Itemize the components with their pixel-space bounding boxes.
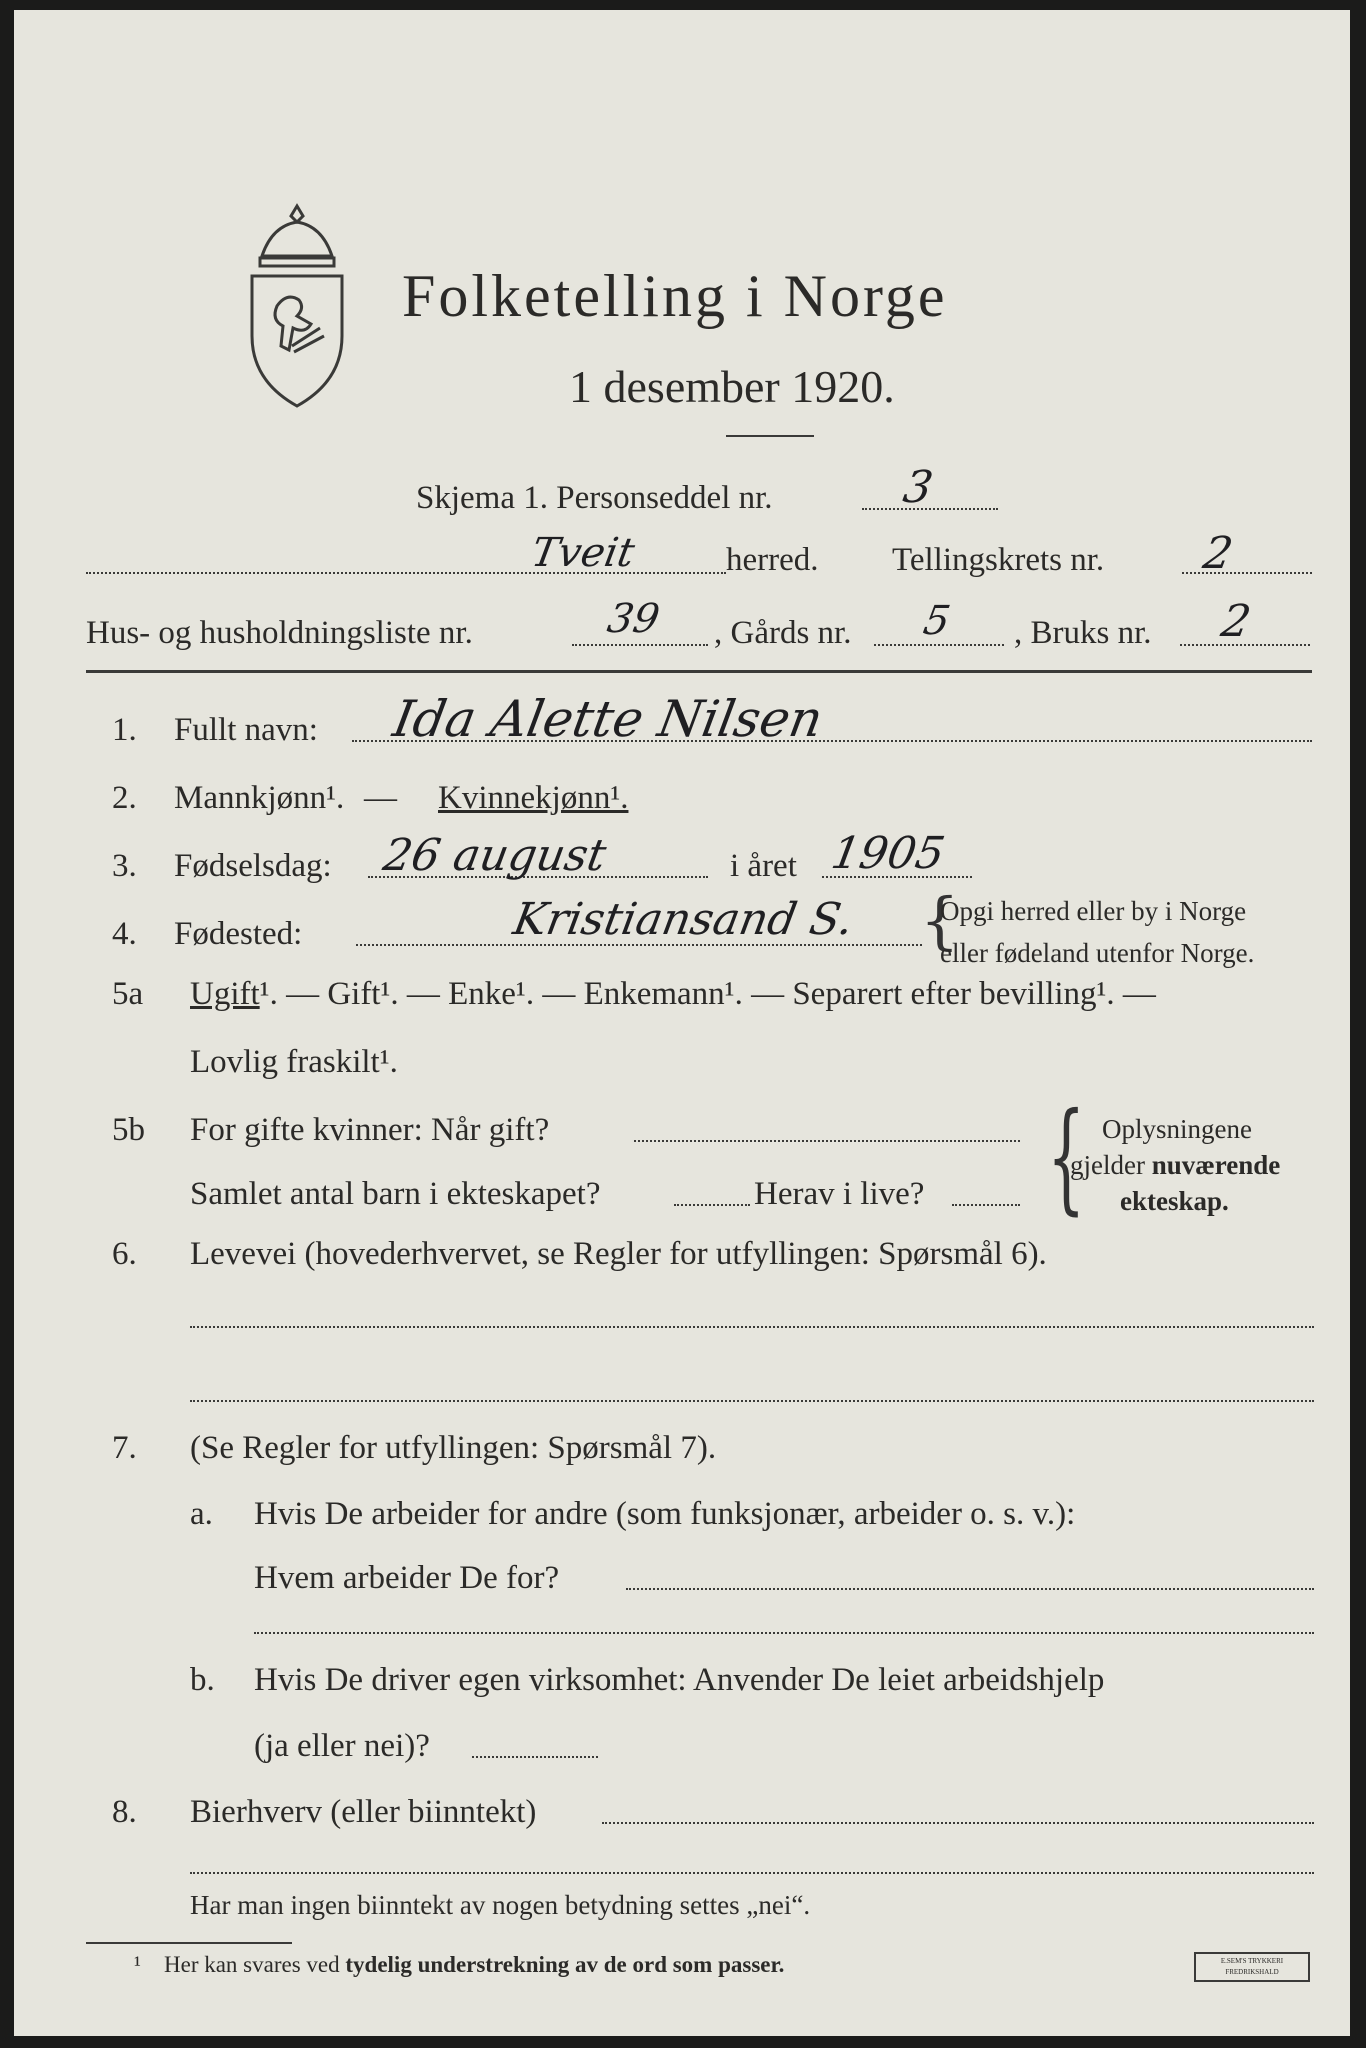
- q3-day-value: 26 august: [379, 830, 610, 881]
- q7-label: (Se Regler for utfyllingen: Spørsmål 7).: [190, 1430, 717, 1466]
- husliste-line: [572, 644, 708, 646]
- q2-sep: —: [364, 780, 397, 816]
- q2-number: 2.: [112, 780, 137, 816]
- footnote-marker: ¹: [134, 1952, 141, 1977]
- q5a-ugift: Ugift: [190, 976, 260, 1012]
- q2-female: Kvinnekjønn¹.: [438, 780, 629, 816]
- q7b-line: [472, 1756, 598, 1758]
- q5b-note-2: gjelder nuværende: [1070, 1150, 1281, 1180]
- q5b-note-1: Oplysningene: [1102, 1114, 1252, 1144]
- q5b-brace: {: [1047, 1088, 1086, 1227]
- q8-number: 8.: [112, 1794, 137, 1830]
- q7a-label: Hvis De arbeider for andre (som funksjonær, arbeider o. s. v.):: [254, 1496, 1076, 1532]
- husliste-value: 39: [603, 596, 663, 642]
- q6-line-2: [190, 1400, 1314, 1402]
- q6-label: Levevei (hovederhvervet, se Regler for utfyllingen: Spørsmål 6).: [190, 1236, 1047, 1272]
- q3-year-value: 1905: [827, 828, 949, 879]
- personseddel-line: [862, 508, 998, 510]
- q5b-line-3: [952, 1204, 1020, 1206]
- q8-line-2: [190, 1872, 1314, 1874]
- herred-label: herred.: [726, 542, 819, 578]
- tellingskrets-value: 2: [1199, 528, 1237, 579]
- coat-of-arms-icon: [232, 196, 362, 416]
- q1-value: Ida Alette Nilsen: [388, 690, 828, 748]
- title-divider: [726, 435, 814, 437]
- gards-value: 5: [919, 598, 954, 644]
- q8-label: Bierhverv (eller biinntekt): [190, 1794, 537, 1830]
- q1-label: Fullt navn:: [174, 712, 318, 748]
- q7b-letter: b.: [190, 1662, 215, 1698]
- header-divider: [86, 670, 1312, 673]
- q3-label: Fødselsdag:: [174, 848, 332, 884]
- q5a-line2: Lovlig fraskilt¹.: [190, 1044, 398, 1080]
- q5a-number: 5a: [112, 976, 144, 1012]
- q7b-label: Hvis De driver egen virksomhet: Anvender De leiet arbeidshjelp: [254, 1662, 1105, 1698]
- q4-note-1: Opgi herred eller by i Norge: [940, 896, 1247, 926]
- q6-line-1: [190, 1326, 1314, 1328]
- bruks-label: , Bruks nr.: [1014, 615, 1152, 651]
- gards-label: , Gårds nr.: [714, 615, 852, 651]
- q5b-label-3: Herav i live?: [754, 1176, 925, 1212]
- q7a-line-2: [254, 1632, 1314, 1634]
- footnote-text: Her kan svares ved tydelig understrekning av de ord som passer.: [164, 1952, 785, 1977]
- q4-value: Kristiansand S.: [509, 894, 858, 945]
- q7-number: 7.: [112, 1430, 137, 1466]
- q3-number: 3.: [112, 848, 137, 884]
- schema-label: Skjema 1. Personseddel nr.: [416, 480, 773, 516]
- q8-line-1: [602, 1822, 1314, 1824]
- q4-number: 4.: [112, 916, 137, 952]
- q2-male: Mannkjønn¹.: [174, 780, 345, 816]
- q5b-note-3: ekteskap.: [1120, 1186, 1229, 1216]
- tellingskrets-label: Tellingskrets nr.: [892, 542, 1105, 578]
- herred-value: Tveit: [527, 530, 638, 576]
- footnote-rule: [86, 1942, 292, 1944]
- personseddel-value: 3: [899, 462, 937, 513]
- q3-year-label: i året: [730, 848, 797, 884]
- income-note: Har man ingen biinntekt av nogen betydning settes „nei“.: [190, 1890, 811, 1920]
- q5b-label-2: Samlet antal barn i ekteskapet?: [190, 1176, 601, 1212]
- q5b-label-1: For gifte kvinner: Når gift?: [190, 1112, 550, 1148]
- q7a-question: Hvem arbeider De for?: [254, 1560, 560, 1596]
- q4-brace: {: [920, 884, 960, 957]
- gards-line: [874, 644, 1004, 646]
- form-date: 1 desember 1920.: [569, 361, 895, 412]
- q5a-rest: ¹. — Gift¹. — Enke¹. — Enkemann¹. — Separert efter bevilling¹. —: [259, 976, 1156, 1012]
- husliste-label: Hus- og husholdningsliste nr.: [86, 615, 473, 651]
- printer-stamp: E.SEM'S TRYKKERI FREDRIKSHALD: [1194, 1952, 1310, 1982]
- q4-label: Fødested:: [174, 916, 303, 952]
- q5b-line-1: [634, 1140, 1020, 1142]
- bruks-value: 2: [1217, 596, 1255, 647]
- census-form-page: [14, 10, 1350, 2036]
- q7a-letter: a.: [190, 1496, 213, 1532]
- q5b-number: 5b: [112, 1112, 145, 1148]
- q5a-line1: [190, 976, 1156, 1013]
- q7b-question: (ja eller nei)?: [254, 1728, 430, 1764]
- q7a-line-1: [626, 1588, 1314, 1590]
- q5b-line-2: [674, 1204, 750, 1206]
- q4-note-2: eller fødeland utenfor Norge.: [940, 938, 1255, 968]
- q6-number: 6.: [112, 1236, 137, 1272]
- form-title: Folketelling i Norge: [402, 263, 948, 329]
- q1-number: 1.: [112, 712, 137, 748]
